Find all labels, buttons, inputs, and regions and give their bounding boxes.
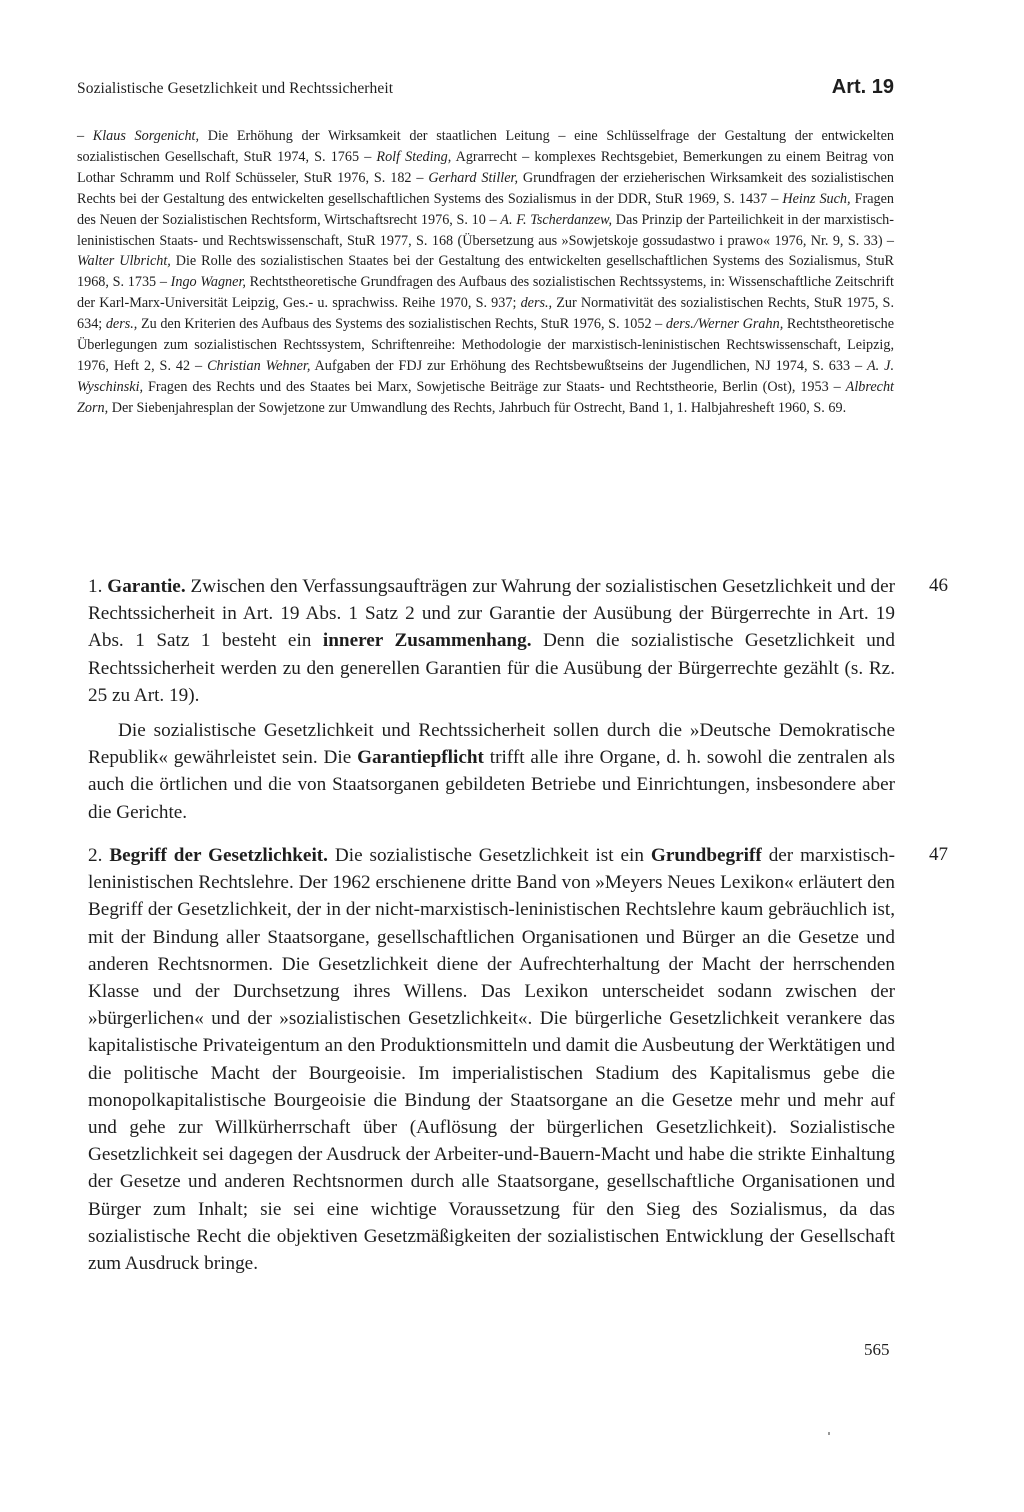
author-name: ders.,	[520, 295, 553, 312]
text-run: Aufgaben der FDJ zur Erhöhung des Rechtsbewußtseins der Jugendlichen, NJ 1974, S. 633 –	[310, 357, 868, 374]
bold-term: Garantiepflicht	[357, 747, 484, 769]
bold-term: Grundbegriff	[650, 845, 762, 866]
paragraph	[88, 717, 895, 826]
paragraph	[88, 573, 895, 709]
author-name: Walter Ulbricht,	[77, 253, 171, 270]
text-run: Das Prinzip der Parteilichkeit in der marxistisch- leninistischen Staats- und Rechtswissenschaft, StuR 1977, S. 168 (Übersetzung aus »Sowjetskoje gossudastwo i prawo« 1976, Nr. 9, S. 33) –	[77, 211, 894, 249]
text-run: Zu den Kriterien des Aufbaus des Systems des sozialistischen Rechts, StuR 1976, S. 1052 –	[137, 316, 666, 333]
margin-number-46: 46	[929, 575, 948, 596]
text-run: Zwischen den Verfassungsaufträgen zur Wahrung der sozialistischen Gesetzlichkeit und der Rechtssicherheit in Art. 19 Abs. 1 Satz 2 und zur Garantie der Ausübung der Bürgerrechte in Art. 19 Abs. 1 Satz 1 besteht ein	[88, 576, 895, 652]
text-run: Denn die sozialistische Gesetzlichkeit und Rechtssicherheit werden zu den generellen Garantien für die Ausübung der Bürgerrechte gezählt (s. Rz. 25 zu Art. 19).	[88, 630, 895, 706]
author-name: Albrecht Zorn,	[77, 378, 894, 416]
text-run: Die Erhöhung der Wirksamkeit der staatlichen Leitung – eine Schlüsselfrage der Gestaltung der entwickelten sozialistischen Gesellschaft, StuR 1974, S. 1765 –	[77, 128, 894, 165]
literature-block	[77, 126, 894, 419]
text-run: Die Rolle des sozialistischen Staates bei der Gestaltung des entwickelten gesellschaftlichen Systems des Sozialismus, StuR 1968, S. 1735 –	[77, 253, 895, 291]
section-begriff-gesetzlichkeit	[88, 842, 895, 1277]
margin-number-47: 47	[929, 844, 948, 865]
text-run: der marxistisch-leninistischen Rechtslehre. Der 1962 erschienene dritte Band von »Meyers Neues Lexikon« erläutert den Begriff der Gesetzlichkeit, der in der nicht-marxistisch-leninistischen Rechtslehre kaum gebräuchlich ist, mit der Bindung aller Staatsorgane, gesellschaftlichen Organisationen und Bürger an die Gesetze und anderen Rechtsnormen. Die Gesetzlichkeit diene der Aufrechterhaltung der Macht der herrschenden Klasse und der Durchsetzung ihres Willens. Das Lexikon unterscheidet sodann zwischen der »bürgerlichen« und der »sozialistischen Gesetzlichkeit«. Die bürgerliche Gesetzlichkeit verankere das kapitalistische Privateigentum an den Produktionsmitteln und damit die Ausbeutung der Werktätigen und die politische Macht der Bourgeoisie. Im imperialistischen Stadium des Kapitalismus gebe die monopolkapitalistische Bourgeoisie die Bindung der Staatsorgane an die Gesetze mehr und mehr auf und gehe zur Willkürherrschaft über (Auflösung der bürgerlichen Gesetzlichkeit). Sozialistische Gesetzlichkeit sei dagegen der Ausdruck der Arbeiter-und-Bauern-Macht und habe die strikte Einhaltung der Gesetze und anderen Rechtsnormen durch alle Staatsorgane, gesellschaftliche Organisationen und Bürger zum Inhalt; sie sei eine wichtige Voraussetzung für den Sieg des Sozialismus, da das sozialistische Recht die objektiven Gesetzmäßigkeiten der sozialistischen Entwicklung der Gesellschaft zum Ausdruck bringe.	[88, 845, 895, 1275]
text-run: Rechtstheoretische Grundfragen des Aufbaus des sozialistischen Rechtssystems, in: Wissenschaftliche Zeitschrift der Karl-Marx-Universität Leipzig, Ges.- u. sprachwiss. Reihe 1970, S. 937;	[77, 274, 894, 312]
text-run: Rechtstheoretische Überlegungen zum sozialistischen Rechtssystem, Schriftenreihe: Methodologie der marxistisch-leninistischen Rechtswissenschaft, Leipzig, 1976, Heft 2, S. 42 –	[77, 316, 895, 374]
running-title: Sozialistische Gesetzlichkeit und Rechtssicherheit	[77, 80, 394, 97]
author-name: ders./Werner Grahn,	[665, 316, 784, 333]
text-run: 2.	[88, 845, 110, 866]
section-garantie	[88, 573, 895, 826]
text-run: Zur Normativität des sozialistischen Rechts, StuR 1975, S. 634;	[77, 295, 894, 333]
text-run: Die sozialistische Gesetzlichkeit ist ein	[327, 845, 651, 866]
text-run: Fragen des Neuen der Sozialistischen Rechtsform, Wirtschaftsrecht 1976, S. 10 –	[77, 190, 894, 228]
author-name: Klaus Sorgenicht,	[92, 128, 200, 144]
scan-speck	[828, 1432, 830, 1435]
text-run: trifft alle ihre Organe, d. h. sowohl die zentralen als auch die örtlichen und die von Staatsorganen gebildeten Betriebe und Einrichtungen, insbesondere aber die Gerichte.	[88, 747, 895, 823]
article-label: Art. 19	[831, 76, 894, 98]
text-run: Die sozialistische Gesetzlichkeit und Rechtssicherheit sollen durch die »Deutsche Demokratische Republik« gewährleistet sein. Die	[88, 720, 895, 769]
author-name: Rolf Steding,	[376, 148, 452, 165]
text-run: Fragen des Rechts und des Staates bei Marx, Sowjetische Beiträge zur Staats- und Rechtstheorie, Berlin (Ost), 1953 –	[143, 378, 846, 395]
text-run: –	[77, 128, 93, 144]
text-run: 1.	[88, 576, 108, 597]
author-name: A. F. Tscherdanzew,	[500, 211, 613, 228]
running-head	[77, 76, 894, 104]
author-name: ders.,	[105, 316, 138, 333]
text-run: Der Siebenjahresplan der Sowjetzone zur Umwandlung des Rechts, Jahrbuch für Ostrecht, Band 1, 1. Halbjahresheft 1960, S. 69.	[108, 399, 847, 416]
author-name: Heinz Such,	[782, 190, 851, 207]
text-run: Grundfragen der erzieherischen Wirksamkeit des sozialistischen Rechts bei der Gestaltung des entwickelten gesellschaftlichen Systems des Sozialismus in der DDR, StuR 1969, S. 1437 –	[77, 169, 894, 207]
page-number: 565	[864, 1340, 890, 1359]
text-run: Agrarrecht – komplexes Rechtsgebiet, Bemerkungen zu einem Beitrag von Lothar Schramm und Rolf Schüsseler, StuR 1976, S. 182 –	[77, 148, 894, 186]
author-name: A. J. Wyschinski,	[77, 357, 895, 395]
author-name: Gerhard Stiller,	[428, 169, 519, 186]
bold-term: Begriff der Gesetzlichkeit.	[109, 845, 328, 866]
author-name: Christian Wehner,	[207, 357, 311, 374]
bold-term: Garantie.	[107, 576, 186, 597]
author-name: Ingo Wagner,	[170, 274, 246, 291]
paragraph	[88, 842, 895, 1277]
bold-term: innerer Zusammenhang.	[322, 630, 532, 652]
